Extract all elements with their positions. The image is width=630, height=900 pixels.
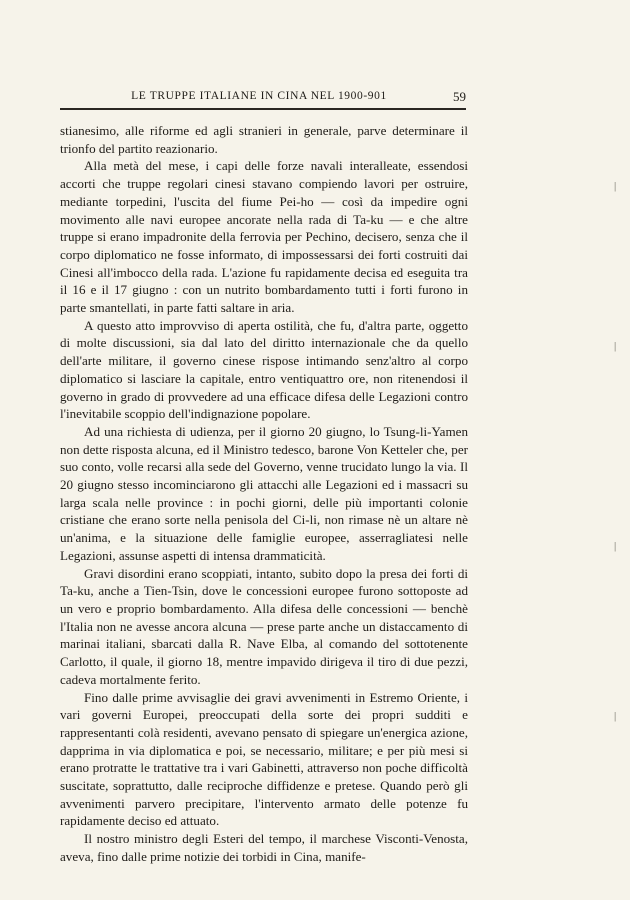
page-number: 59	[453, 89, 466, 104]
margin-mark: |	[614, 180, 617, 192]
paragraph-4: Ad una richiesta di udienza, per il giorno 20 giugno, lo Tsung-li-Yamen non dette risposta alcuna, ed il Ministro tedesco, barone Von Ketteler che, per suo conto, volle recarsi alla sede del Governo, venne trucidato lungo la via. Il 20 giugno stesso incominciarono gli attacchi alle Legazioni ed i massacri su larga scala nelle province : in pochi giorni, delle più importanti colonie cristiane che erano sorte nella penisola del Ci-li, non rimase nè un altare nè un'anima, e la situazione delle famiglie europee, asserragliatesi nelle Legazioni, assunse aspetti di intensa drammaticità.	[60, 423, 468, 563]
margin-mark: |	[614, 710, 617, 722]
paragraph-3: A questo atto improvviso di aperta ostilità, che fu, d'altra parte, oggetto di molte discussioni, sia dal lato del diritto internazionale che da quello dell'arte militare, il governo cinese rispose intimando senz'altro al corpo diplomatico si lasciare la capitale, entro ventiquattro ore, non ritenendosi il governo in grado di provvedere ad una efficace difesa delle Legazioni contro l'inevitabile scoppio dell'indignazione popolare.	[60, 317, 468, 422]
body-text	[60, 122, 468, 866]
paragraph-5: Gravi disordini erano scoppiati, intanto, subito dopo la presa dei forti di Ta-ku, anche a Tien-Tsin, dove le concessioni europee furono sottoposte ad un vero e proprio bombardamento. Alla difesa delle concessioni — benchè l'Italia non ne avesse ancora alcuna — prese parte anche un distaccamento di marinai italiani, sbarcati dalla R. Nave Elba, al comando del sottotenente Carlotto, il quale, il giorno 18, mentre impavido dirigeva il tiro di due pezzi, cadeva mortalmente ferito.	[60, 565, 468, 687]
margin-mark: |	[614, 340, 617, 352]
paragraph-7: Il nostro ministro degli Esteri del tempo, il marchese Visconti-Venosta, aveva, fino dalle prime notizie dei torbidi in Cina, manife-	[60, 831, 468, 864]
paragraph-2: Alla metà del mese, i capi delle forze navali interalleate, essendosi accorti che truppe regolari cinesi stavano compiendo lavori per ostruire, mediante torpedini, l'uscita del fiume Pei-ho — così da impedire ogni movimento alle navi europee ancorate nella rada di Ta-ku — e che altre truppe si erano impadronite della ferrovia per Pechino, decisero, senza che il corpo diplomatico ne fosse informato, di impossessarsi dei forti costruiti dai Cinesi all'imbocco della rada. L'azione fu rapidamente decisa ed eseguita tra il 16 e il 17 giugno : con un nutrito bombardamento tutti i forti furono in parte smantellati, in parte fatti saltare in aria.	[60, 158, 468, 316]
header-rule	[60, 108, 466, 110]
paragraph-6: Fino dalle prime avvisaglie dei gravi avvenimenti in Estremo Oriente, i vari governi Europei, preoccupati della sorte dei propri sudditi e rappresentanti colà residenti, avevano pensato di spiegare un'energica azione, dapprima in via diplomatica e poi, se necessario, militare; e per più mesi si erano protratte le trattative tra i vari Gabinetti, attraverso non poche difficoltà suscitate, soprattutto, dalle reciproche diffidenze e pretese. Quando però gli avvenimenti parvero precipitare, l'intervento armato delle potenze fu rapidamente deciso ed attuato.	[60, 689, 468, 829]
paragraph-1: stianesimo, alle riforme ed agli stranieri in generale, parve determinare il trionfo del partito reazionario.	[60, 123, 468, 156]
margin-mark: |	[614, 540, 617, 552]
running-header: LE TRUPPE ITALIANE IN CINA NEL 1900-901	[131, 90, 387, 102]
